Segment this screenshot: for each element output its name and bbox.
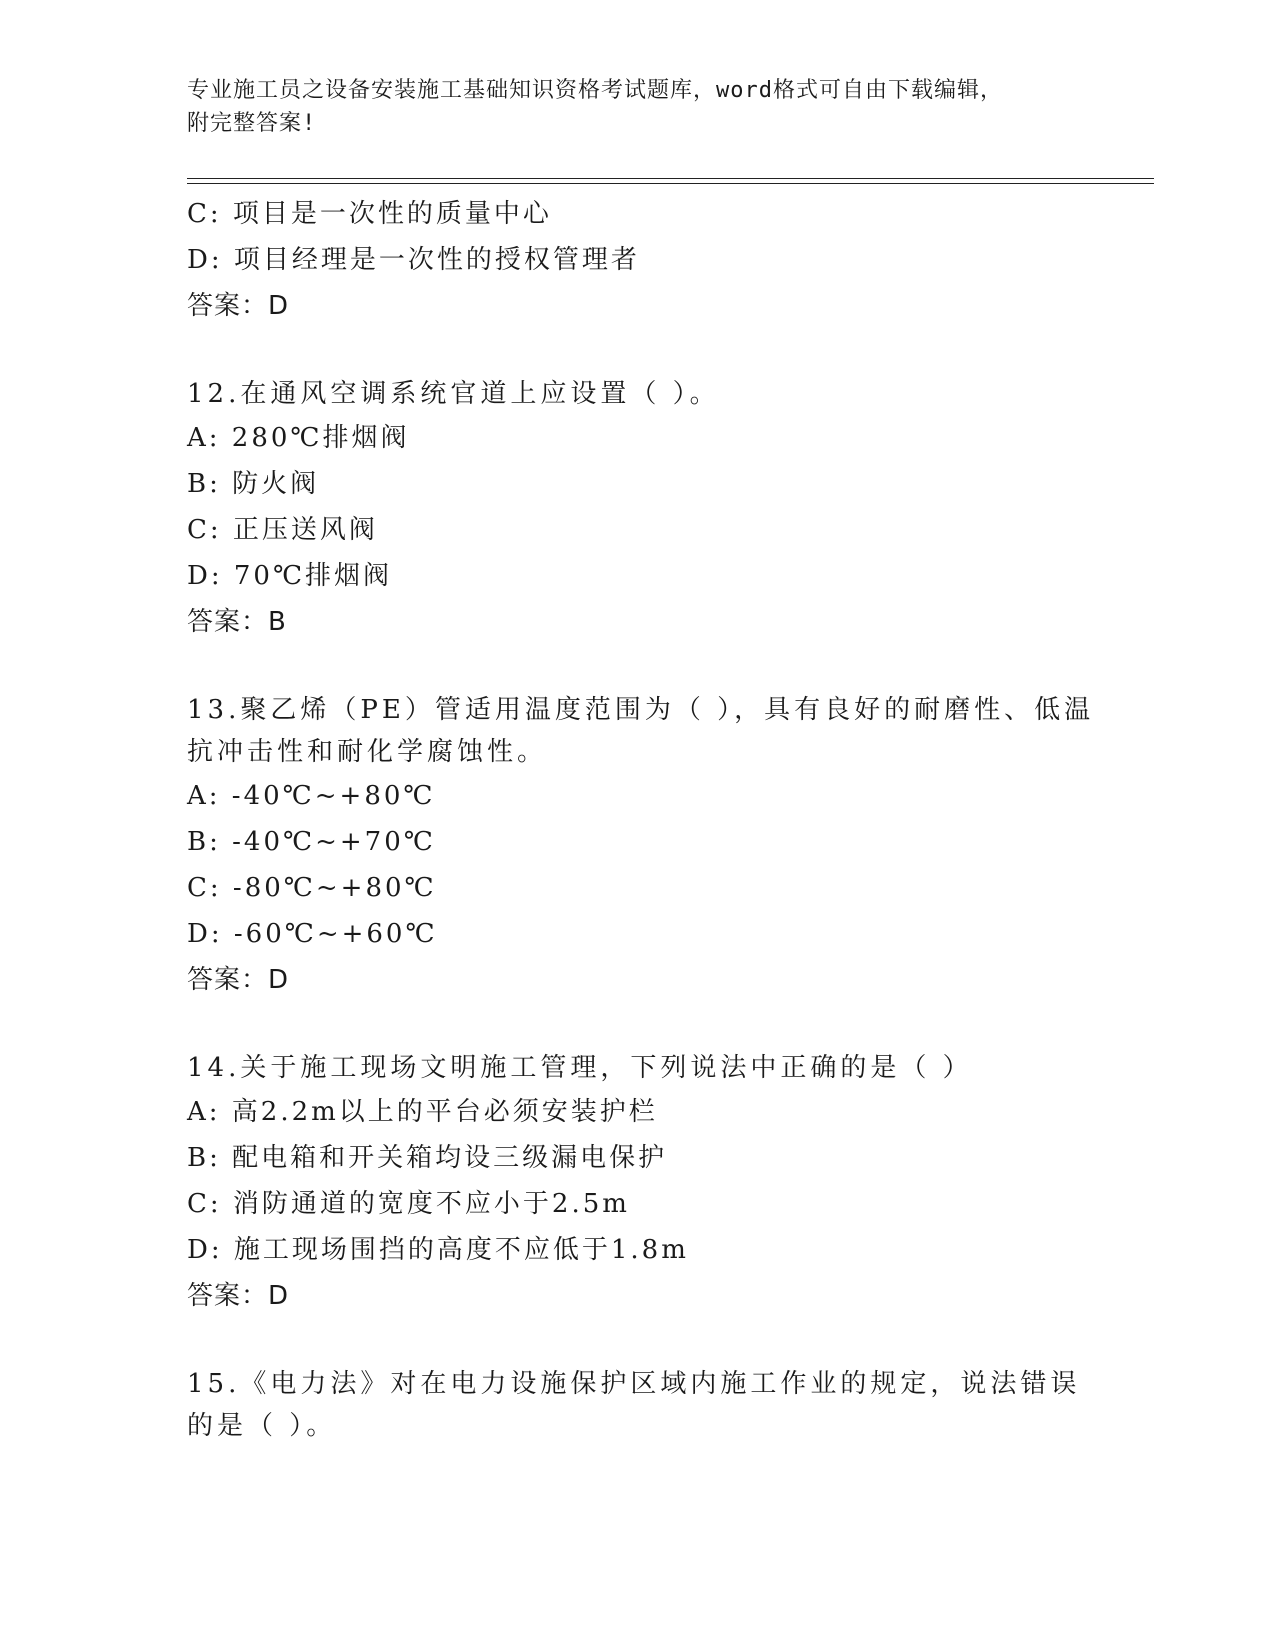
option-c: C: 消防通道的宽度不应小于2.5m bbox=[187, 1189, 630, 1219]
option-c: C: 项目是一次性的质量中心 bbox=[187, 199, 552, 229]
answer-line: 答案：D bbox=[187, 291, 290, 321]
question-13 bbox=[187, 689, 1107, 1003]
option-c: C: -80℃~+80℃ bbox=[187, 873, 437, 903]
header-divider-top bbox=[187, 178, 1154, 179]
question-stem: 12.在通风空调系统官道上应设置（ ）。 bbox=[187, 379, 720, 409]
answer-line: 答案：D bbox=[187, 1281, 290, 1311]
option-b: B: -40℃~+70℃ bbox=[187, 827, 436, 857]
header-divider-bottom bbox=[187, 183, 1154, 184]
question-stem: 14.关于施工现场文明施工管理，下列说法中正确的是（ ） bbox=[187, 1053, 973, 1083]
option-d: D: 项目经理是一次性的授权管理者 bbox=[187, 245, 640, 275]
question-12 bbox=[187, 373, 1107, 645]
option-a: A: 高2.2m以上的平台必须安装护栏 bbox=[187, 1097, 658, 1127]
option-d: D: -60℃~+60℃ bbox=[187, 919, 438, 949]
answer-line: 答案：B bbox=[187, 607, 287, 637]
option-d: D: 70℃排烟阀 bbox=[187, 561, 393, 591]
document-header bbox=[187, 74, 1087, 140]
question-content bbox=[187, 191, 1107, 1447]
answer-line: 答案：D bbox=[187, 965, 290, 995]
option-c: C: 正压送风阀 bbox=[187, 515, 378, 545]
question-15 bbox=[187, 1363, 1107, 1447]
option-b: B: 配电箱和开关箱均设三级漏电保护 bbox=[187, 1143, 668, 1173]
option-b: B: 防火阀 bbox=[187, 469, 320, 499]
header-line-1: 专业施工员之设备安装施工基础知识资格考试题库，word格式可自由下载编辑， bbox=[187, 78, 1003, 103]
header-line-2: 附完整答案! bbox=[187, 111, 317, 136]
option-a: A: -40℃~+80℃ bbox=[187, 781, 436, 811]
option-a: A: 280℃排烟阀 bbox=[187, 423, 410, 453]
option-d: D: 施工现场围挡的高度不应低于1.8m bbox=[187, 1235, 689, 1265]
question-11-continued bbox=[187, 191, 1107, 329]
question-stem: 13.聚乙烯（PE）管适用温度范围为（ ），具有良好的耐磨性、低温抗冲击性和耐化学腐蚀性。 bbox=[187, 695, 1095, 767]
question-stem: 15.《电力法》对在电力设施保护区域内施工作业的规定，说法错误的是（ ）。 bbox=[187, 1369, 1081, 1441]
question-14 bbox=[187, 1047, 1107, 1319]
